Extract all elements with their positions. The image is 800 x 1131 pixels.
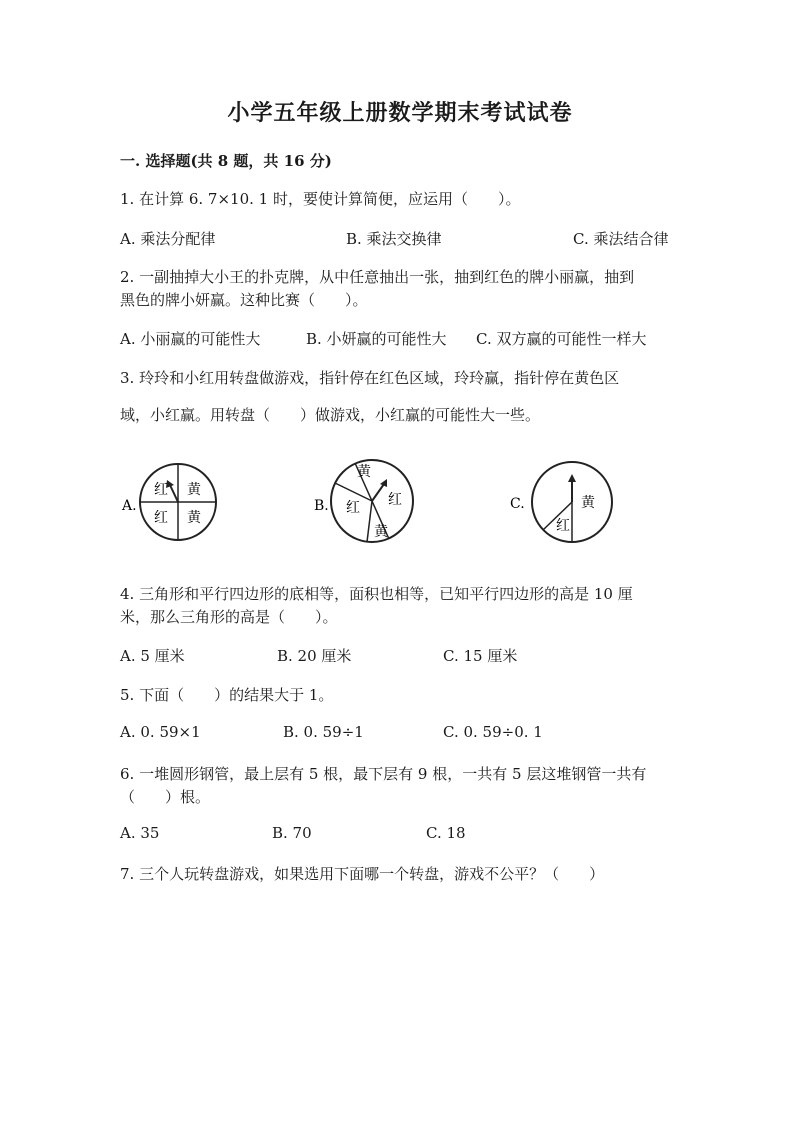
question-7: 7. 三个人玩转盘游戏，如果选用下面哪一个转盘，游戏不公平？（ ） xyxy=(120,865,605,883)
q1-option-b[interactable]: B. 乘法交换律 xyxy=(346,230,442,248)
page-title: 小学五年级上册数学期末考试试卷 xyxy=(227,100,573,126)
question-3-line-2: 域，小红赢。用转盘（ ）做游戏，小红赢的可能性大一些。 xyxy=(120,406,541,424)
q1-option-a[interactable]: A. 乘法分配律 xyxy=(120,230,216,248)
q4-option-a[interactable]: A. 5 厘米 xyxy=(120,647,185,665)
question-5: 5. 下面（ ）的结果大于 1。 xyxy=(120,686,334,704)
spinner-b-divider-3 xyxy=(367,501,372,542)
q5-option-c[interactable]: C. 0. 59÷0. 1 xyxy=(443,723,543,741)
q5-option-a[interactable]: A. 0. 59×1 xyxy=(120,723,201,741)
q2-option-c[interactable]: C. 双方赢的可能性一样大 xyxy=(476,330,647,348)
question-4-line-1: 4. 三角形和平行四边形的底相等，面积也相等，已知平行四边形的高是 10 厘 xyxy=(120,585,633,603)
q4-option-c[interactable]: C. 15 厘米 xyxy=(443,647,518,665)
spinner-a-yellow-1: 黄 xyxy=(187,482,201,498)
section-heading: 一. 选择题(共 8 题，共 16 分) xyxy=(120,152,332,170)
spinner-a-label: A. xyxy=(122,498,137,514)
q6-option-b[interactable]: B. 70 xyxy=(272,824,312,842)
spinner-c-yellow: 黄 xyxy=(581,495,595,511)
spinner-b-yellow-1: 黄 xyxy=(357,464,371,480)
question-6-line-2: （ ）根。 xyxy=(120,788,211,806)
spinner-a-yellow-2: 黄 xyxy=(187,510,201,526)
spinner-b-red-2: 红 xyxy=(346,500,360,516)
spinner-a-pointer xyxy=(170,485,178,502)
q2-option-b[interactable]: B. 小妍赢的可能性大 xyxy=(306,330,447,348)
q5-option-b[interactable]: B. 0. 59÷1 xyxy=(283,723,364,741)
spinner-a[interactable] xyxy=(121,464,216,540)
spinner-b[interactable] xyxy=(314,460,413,542)
q1-option-c[interactable]: C. 乘法结合律 xyxy=(573,230,669,248)
q2-option-a[interactable]: A. 小丽赢的可能性大 xyxy=(120,330,261,348)
spinner-b-pointer xyxy=(372,484,384,501)
question-1: 1. 在计算 6. 7×10. 1 时，要使计算简便，应运用（ ）。 xyxy=(120,190,521,208)
spinner-c-label: C. xyxy=(510,496,525,512)
q6-option-c[interactable]: C. 18 xyxy=(426,824,466,842)
question-6-line-1: 6. 一堆圆形钢管，最上层有 5 根，最下层有 9 根，一共有 5 层这堆钢管一共有 xyxy=(120,765,647,783)
spinner-a-red-2: 红 xyxy=(154,510,168,526)
question-2-line-1: 2. 一副抽掉大小王的扑克牌，从中任意抽出一张，抽到红色的牌小丽赢，抽到 xyxy=(120,268,635,286)
spinner-b-divider-2 xyxy=(335,483,372,501)
spinner-c-arrowhead xyxy=(568,474,576,482)
q4-option-b[interactable]: B. 20 厘米 xyxy=(277,647,352,665)
spinner-figures xyxy=(0,450,800,560)
question-4-line-2: 米，那么三角形的高是（ ）。 xyxy=(120,608,338,626)
spinner-c-red: 红 xyxy=(556,518,570,534)
spinner-b-red-1: 红 xyxy=(388,492,402,508)
question-2-line-2: 黑色的牌小妍赢。这种比赛（ ）。 xyxy=(120,291,368,309)
spinner-c[interactable] xyxy=(510,462,612,542)
spinner-b-label: B. xyxy=(314,498,329,514)
spinner-b-yellow-2: 黄 xyxy=(374,524,388,540)
spinner-a-red-1: 红 xyxy=(154,482,168,498)
q6-option-a[interactable]: A. 35 xyxy=(120,824,160,842)
question-3-line-1: 3. 玲玲和小红用转盘做游戏，指针停在红色区域，玲玲赢，指针停在黄色区 xyxy=(120,369,620,387)
